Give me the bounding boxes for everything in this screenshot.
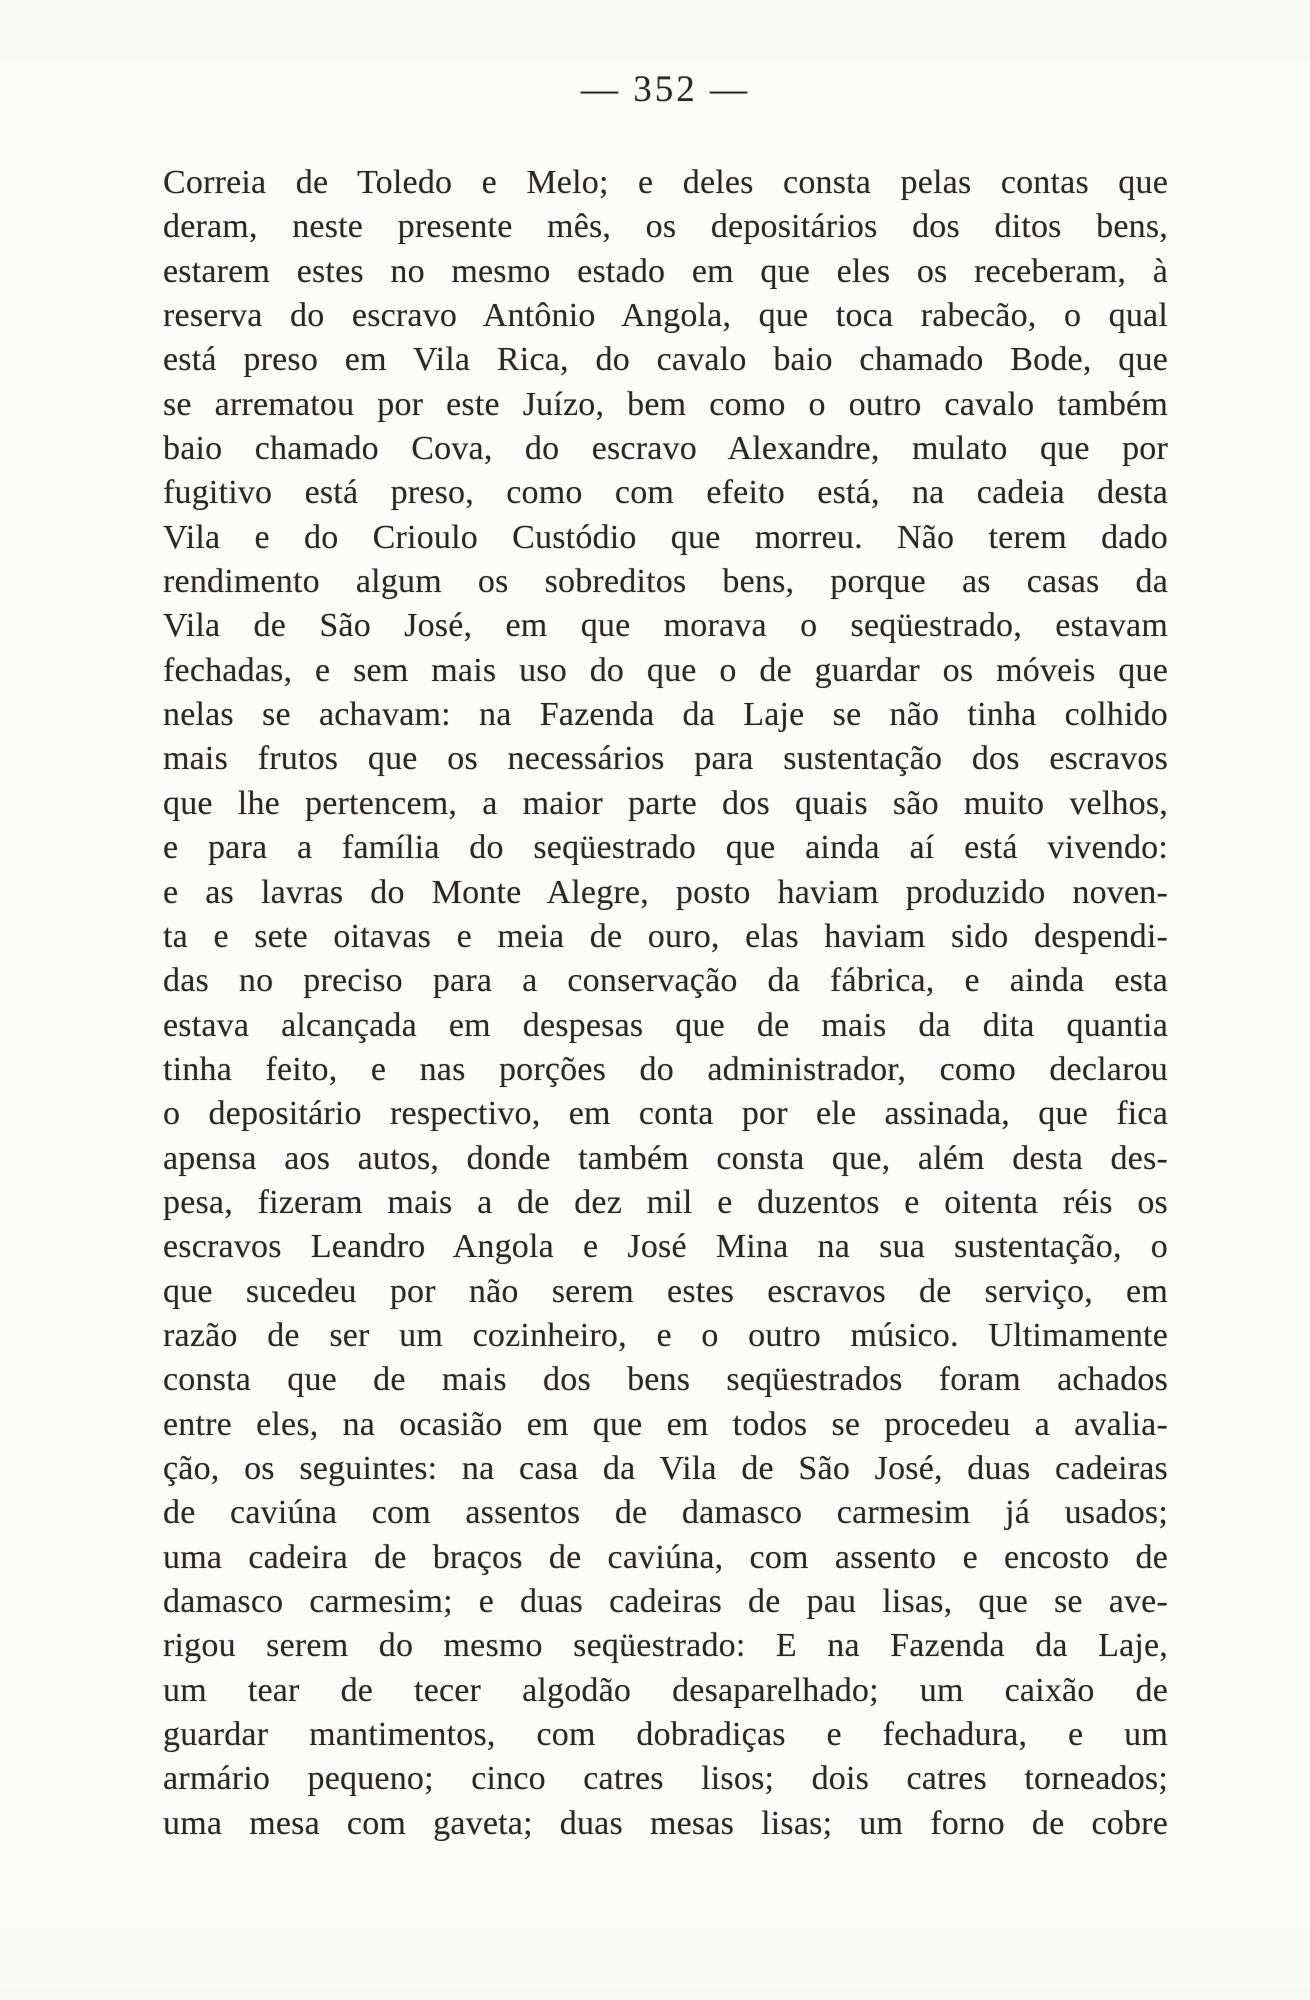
text-line: Vila de São José, em que morava o seqüestrado, estavam bbox=[163, 607, 1168, 645]
text-line: se arrematou por este Juízo, bem como o outro cavalo também bbox=[163, 385, 1168, 423]
text-line: consta que de mais dos bens seqüestrados foram achados bbox=[163, 1361, 1168, 1399]
text-line: guardar mantimentos, com dobradiças e fechadura, e um bbox=[163, 1716, 1168, 1754]
text-line: baio chamado Cova, do escravo Alexandre, mulato que por bbox=[163, 430, 1168, 468]
text-line: ção, os seguintes: na casa da Vila de São José, duas cadeiras bbox=[163, 1449, 1168, 1487]
text-line: o depositário respectivo, em conta por ele assinada, que fica bbox=[163, 1095, 1168, 1133]
page-number: — 352 — bbox=[581, 69, 750, 110]
text-line: uma cadeira de braços de caviúna, com assento e encosto de bbox=[163, 1538, 1168, 1576]
text-line: armário pequeno; cinco catres lisos; dois catres torneados; bbox=[163, 1760, 1168, 1798]
text-line: Vila e do Crioulo Custódio que morreu. Não terem dado bbox=[163, 518, 1168, 556]
text-line: deram, neste presente mês, os depositários dos ditos bens, bbox=[163, 208, 1168, 246]
text-line: e as lavras do Monte Alegre, posto haviam produzido noven- bbox=[163, 873, 1168, 911]
text-line: uma mesa com gaveta; duas mesas lisas; um forno de cobre bbox=[163, 1804, 1168, 1842]
text-line: que lhe pertencem, a maior parte dos quais são muito velhos, bbox=[163, 784, 1168, 822]
text-line: estava alcançada em despesas que de mais da dita quantia bbox=[163, 1006, 1168, 1044]
text-line: fugitivo está preso, como com efeito está, na cadeia desta bbox=[163, 474, 1168, 512]
text-line: ta e sete oitavas e meia de ouro, elas haviam sido despendi- bbox=[163, 917, 1168, 955]
text-line: estarem estes no mesmo estado em que eles os receberam, à bbox=[163, 252, 1168, 290]
text-line: das no preciso para a conservação da fábrica, e ainda esta bbox=[163, 962, 1168, 1000]
text-line: nelas se achavam: na Fazenda da Laje se não tinha colhido bbox=[163, 696, 1168, 734]
text-line: e para a família do seqüestrado que ainda aí está vivendo: bbox=[163, 829, 1168, 867]
text-line: de caviúna com assentos de damasco carmesim já usados; bbox=[163, 1494, 1168, 1532]
body-text bbox=[163, 161, 1168, 1846]
text-line: rendimento algum os sobreditos bens, porque as casas da bbox=[163, 563, 1168, 601]
text-line: entre eles, na ocasião em que em todos se procedeu a avalia- bbox=[163, 1405, 1168, 1443]
text-line: escravos Leandro Angola e José Mina na sua sustentação, o bbox=[163, 1228, 1168, 1266]
text-line: pesa, fizeram mais a de dez mil e duzentos e oitenta réis os bbox=[163, 1183, 1168, 1221]
text-line: fechadas, e sem mais uso do que o de guardar os móveis que bbox=[163, 651, 1168, 689]
text-line: tinha feito, e nas porções do administrador, como declarou bbox=[163, 1050, 1168, 1088]
text-line: mais frutos que os necessários para sustentação dos escravos bbox=[163, 740, 1168, 778]
text-line: Correia de Toledo e Melo; e deles consta pelas contas que bbox=[163, 164, 1168, 201]
text-line: está preso em Vila Rica, do cavalo baio chamado Bode, que bbox=[163, 341, 1168, 379]
text-line: rigou serem do mesmo seqüestrado: E na Fazenda da Laje, bbox=[163, 1627, 1168, 1665]
text-line: que sucedeu por não serem estes escravos de serviço, em bbox=[163, 1272, 1168, 1310]
text-line: um tear de tecer algodão desaparelhado; um caixão de bbox=[163, 1671, 1168, 1709]
text-line: damasco carmesim; e duas cadeiras de pau lisas, que se ave- bbox=[163, 1583, 1168, 1620]
text-line: reserva do escravo Antônio Angola, que toca rabecão, o qual bbox=[163, 297, 1168, 335]
text-line: apensa aos autos, donde também consta que, além desta des- bbox=[163, 1139, 1168, 1177]
text-line: razão de ser um cozinheiro, e o outro músico. Ultimamente bbox=[163, 1316, 1168, 1354]
